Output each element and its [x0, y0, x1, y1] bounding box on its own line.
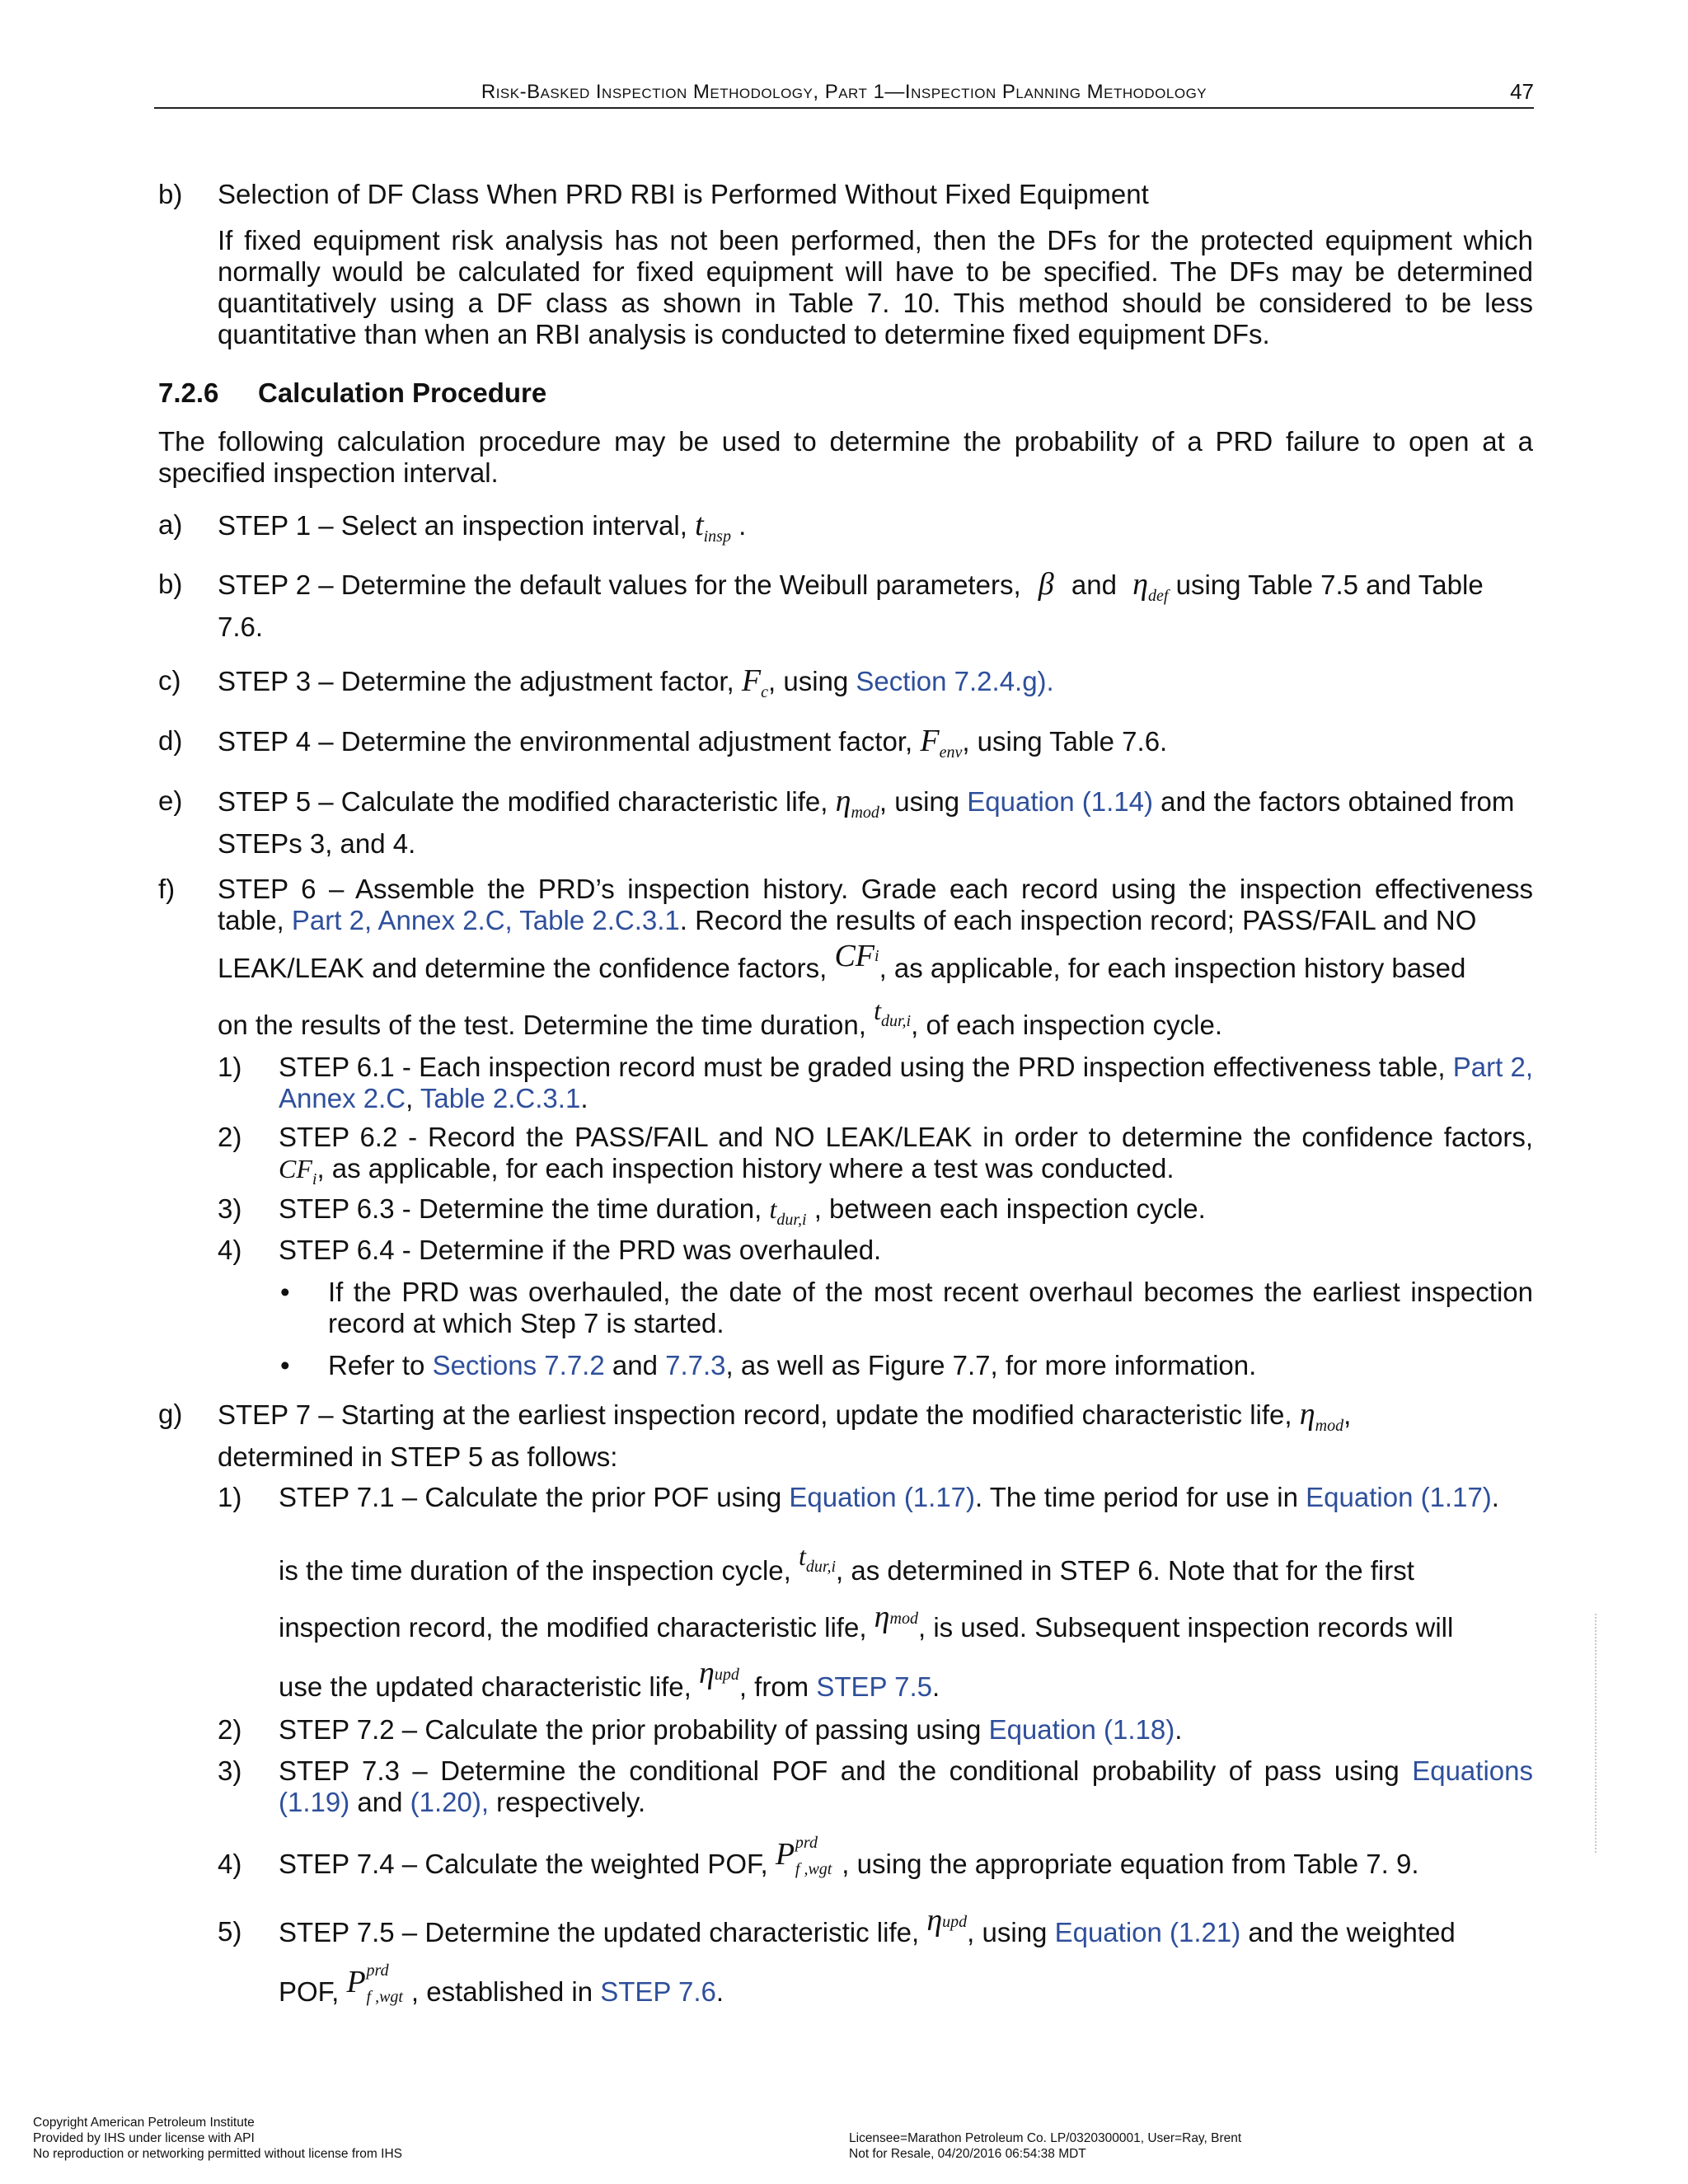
step-f-line3-post: , of each inspection cycle.	[911, 1010, 1222, 1040]
math-p-2: P	[346, 1965, 366, 2000]
math-t-dur-3	[799, 1541, 837, 1576]
step-7-5-post: and the weighted	[1248, 1917, 1456, 1947]
step-7-5-text	[279, 1903, 1533, 1949]
math-f-wgt-2: f ,wgt	[366, 1988, 403, 2007]
step-7-2-pre: STEP 7.2 – Calculate the prior probability of passing using	[279, 1714, 982, 1745]
math-cf-i-2	[279, 1154, 317, 1188]
step-7-1-line2	[279, 1541, 1533, 1597]
math-f-wgt: f ,wgt	[795, 1860, 832, 1879]
table-link-2c31[interactable]: Table 2.C.3.1	[420, 1083, 581, 1113]
section-b-title: Selection of DF Class When PRD RBI is Performed Without Fixed Equipment	[218, 179, 1149, 209]
math-prd: prd	[795, 1834, 818, 1853]
step-7-3-label: 3)	[218, 1755, 242, 1786]
step-7-1-l4-post: .	[931, 1671, 940, 1702]
step-7-1-l3-post: , is used. Subsequent inspection records will	[917, 1612, 1454, 1643]
math-env: env	[939, 743, 963, 762]
running-header	[154, 79, 1534, 109]
step-6-3-label: 3)	[218, 1193, 242, 1224]
math-cf-2: CF	[279, 1154, 312, 1183]
step-7-5-mid: , using	[967, 1917, 1048, 1947]
step-f-line1	[218, 874, 1533, 936]
step-6-3-pre: STEP 6.3 - Determine the time duration,	[279, 1193, 762, 1224]
math-cf-i	[834, 939, 879, 973]
math-upd-2: upd	[942, 1913, 968, 1931]
step-a-text	[218, 509, 1533, 552]
step-g-label: g)	[158, 1399, 183, 1429]
step-6-1-pre: STEP 6.1 - Each inspection record must be graded using the PRD inspection effectiveness table,	[279, 1052, 1446, 1082]
step-c-label: c)	[158, 665, 181, 696]
step-c-text	[218, 665, 1533, 708]
equation-link-1-21[interactable]: Equation (1.21)	[1054, 1917, 1241, 1947]
math-upd: upd	[714, 1666, 739, 1684]
math-dur-i-3: dur,i	[805, 1558, 837, 1576]
step-link-7-5[interactable]: STEP 7.5	[816, 1671, 932, 1702]
step-7-1-line3	[279, 1600, 1533, 1644]
math-f: F	[741, 663, 762, 698]
footer-provider: Provided by IHS under license with API	[33, 2131, 255, 2145]
step-7-2-post: .	[1175, 1714, 1183, 1745]
math-fenv	[920, 724, 963, 762]
step-7-1-l2-post: , as determined in STEP 6. Note that for the first	[836, 1555, 1414, 1586]
math-p-fwgt-prd	[775, 1834, 832, 1879]
step-6-3-post: , between each inspection cycle.	[814, 1193, 1206, 1224]
bullet-2-text	[328, 1350, 1533, 1381]
step-f-line2-text	[218, 939, 1533, 984]
step-7-3-post: respectively.	[496, 1787, 646, 1817]
step-6-4-text: STEP 6.4 - Determine if the PRD was overhauled.	[279, 1235, 882, 1265]
math-c: c	[761, 683, 768, 701]
math-prd-2: prd	[366, 1961, 389, 1980]
step-7-5-l2-post: .	[715, 1976, 724, 2007]
step-7-2-text	[279, 1714, 1533, 1746]
step-g-line1-pre: STEP 7 – Starting at the earliest inspection record, update the modified characteristic life,	[218, 1399, 1292, 1430]
math-t-insp	[695, 508, 731, 546]
step-6-1-post: .	[580, 1083, 588, 1113]
step-6-2-pre: STEP 6.2 - Record the PASS/FAIL and NO LEAK/LEAK in order to determine the confidence factors,	[279, 1122, 1533, 1152]
math-t-f: t	[874, 996, 881, 1025]
step-e-pre: STEP 5 – Calculate the modified characteristic life,	[218, 786, 828, 817]
step-7-1-l4-mid: , from	[738, 1671, 809, 1702]
math-eta-e: η	[835, 784, 851, 818]
step-6-1-text	[279, 1052, 1533, 1114]
step-7-1-l3-pre: inspection record, the modified characteristic life,	[279, 1612, 867, 1643]
section-link-7-2-4-g[interactable]: Section 7.2.4.g).	[856, 666, 1054, 696]
step-7-5-label: 5)	[218, 1916, 242, 1947]
bullet-2-marker: •	[280, 1350, 290, 1380]
step-7-5-l2-pre: POF,	[279, 1976, 340, 2007]
footer-not-for-resale: Not for Resale, 04/20/2016 06:54:38 MDT	[849, 2147, 1086, 2161]
step-7-1-line4	[279, 1656, 1533, 1704]
step-d-label: d)	[158, 725, 183, 756]
math-eta: η	[1132, 567, 1148, 602]
step-b-pre: STEP 2 – Determine the default values for the Weibull parameters,	[218, 569, 1021, 600]
step-6-2-text	[279, 1122, 1533, 1195]
step-7-4-post: , using the appropriate equation from Table 7. 9.	[842, 1849, 1419, 1879]
math-eta-upd-2	[926, 1903, 967, 1938]
equation-link-1-14[interactable]: Equation (1.14)	[967, 786, 1153, 817]
math-t-2: t	[769, 1194, 777, 1224]
step-f-line2-pre: LEAK/LEAK and determine the confidence factors,	[218, 953, 828, 983]
step-a-post: .	[738, 510, 747, 541]
equation-link-1-17-b[interactable]: Equation (1.17)	[1306, 1482, 1492, 1512]
bullet-1-marker: •	[280, 1277, 290, 1307]
step-g-line1-post: ,	[1343, 1399, 1352, 1430]
step-7-1-l4-pre: use the updated characteristic life,	[279, 1671, 692, 1702]
math-i: i	[874, 947, 879, 965]
step-e-label: e)	[158, 785, 183, 816]
math-beta: β	[1038, 567, 1054, 602]
math-t-dur-2	[769, 1194, 807, 1229]
math-t-dur	[874, 996, 912, 1030]
step-7-3-pre: STEP 7.3 – Determine the conditional POF and the conditional probability of pass using	[279, 1755, 1400, 1786]
bullet-2-mid: and	[612, 1350, 658, 1380]
step-6-1-label: 1)	[218, 1052, 242, 1082]
step-7-5-pre: STEP 7.5 – Determine the updated characteristic life,	[279, 1917, 920, 1947]
step-7-1-l1-post: .	[1491, 1482, 1499, 1512]
step-6-4-label: 4)	[218, 1235, 242, 1265]
step-e-post: and the factors obtained from STEPs 3, and 4.	[218, 786, 1515, 859]
math-insp: insp	[703, 527, 731, 546]
header-title: Risk-Basked Inspection Methodology, Part 1—Inspection Planning Methodology	[481, 81, 1207, 103]
step-6-2-label: 2)	[218, 1122, 242, 1152]
step-6-2-post: , as applicable, for each inspection history where a test was conducted.	[316, 1153, 1175, 1183]
step-7-1-l1-pre: STEP 7.1 – Calculate the prior POF using	[279, 1482, 782, 1512]
math-mod: mod	[851, 804, 879, 822]
annex-link-2c[interactable]: Part 2, Annex 2.C	[279, 1052, 1533, 1113]
math-t: t	[695, 508, 704, 542]
step-7-5-l2-mid: , established in	[410, 1976, 593, 2007]
math-eta-mod	[835, 784, 879, 822]
bullet-2-post: , as well as Figure 7.7, for more information.	[725, 1350, 1257, 1380]
equation-link-1-18[interactable]: Equation (1.18)	[988, 1714, 1175, 1745]
step-7-3-mid: and	[357, 1787, 403, 1817]
math-eta-g: η	[1299, 1397, 1315, 1432]
math-eta-3: η	[874, 1600, 890, 1634]
step-d-post: , using Table 7.6.	[962, 726, 1168, 757]
math-def: def	[1148, 587, 1169, 605]
step-a-label: a)	[158, 509, 183, 540]
step-f-line3-pre: on the results of the test. Determine the time duration,	[218, 1010, 866, 1040]
step-g-line1	[218, 1399, 1533, 1441]
section-intro: The following calculation procedure may be used to determine the probability of a PRD failure to open at a specified inspection interval.	[158, 426, 1533, 488]
step-7-4-text	[279, 1834, 1533, 1882]
step-c-mid: , using	[768, 666, 849, 696]
step-b-post: using Table 7.5 and Table 7.6.	[218, 569, 1484, 642]
equation-link-1-19[interactable]: Equations (1.19)	[279, 1755, 1533, 1817]
step-7-2-label: 2)	[218, 1714, 242, 1745]
footer-licensee: Licensee=Marathon Petroleum Co. LP/0320300001, User=Ray, Brent	[849, 2131, 1242, 2145]
step-b-text	[218, 569, 1533, 643]
footer-right	[849, 2130, 1241, 2162]
section-link-7-7-2[interactable]: Sections 7.7.2	[432, 1350, 605, 1380]
step-f-line3-text	[218, 996, 1533, 1052]
step-7-4-pre: STEP 7.4 – Calculate the weighted POF,	[279, 1849, 768, 1879]
bullet-2-pre: Refer to	[328, 1350, 425, 1380]
footer-left	[33, 2115, 402, 2162]
step-link-7-6[interactable]: STEP 7.6	[600, 1976, 716, 2007]
step-f-line2-post: , as applicable, for each inspection history based	[879, 953, 1466, 983]
math-i-2: i	[312, 1170, 317, 1188]
math-mod-g: mod	[1315, 1417, 1344, 1435]
math-dur-i: dur,i	[880, 1012, 912, 1030]
step-7-5-line2	[279, 1961, 1533, 2009]
section-number: 7.2.6	[158, 377, 219, 408]
step-f-line1-pre: STEP 6 – Assemble the PRD’s inspection history. Grade each record using the inspection effectiveness table,	[218, 874, 1533, 935]
margin-dotted-rule	[1595, 1614, 1599, 1853]
step-f-label: f)	[158, 874, 176, 904]
section-b-label: b)	[158, 179, 183, 209]
math-cf: CF	[834, 939, 875, 973]
math-eta-def	[1132, 567, 1169, 605]
step-6-1-sep: ,	[406, 1083, 414, 1113]
step-g-line2: determined in STEP 5 as follows:	[218, 1441, 618, 1472]
section-link-7-7-3[interactable]: 7.7.3	[665, 1350, 726, 1380]
step-7-3-text	[279, 1755, 1533, 1818]
step-7-4-label: 4)	[218, 1849, 242, 1879]
page-number: 47	[1510, 79, 1534, 104]
math-p-fwgt-prd-2	[346, 1961, 403, 2007]
step-e-text	[218, 785, 1533, 860]
step-7-1-l2-pre: is the time duration of the inspection cycle,	[279, 1555, 791, 1586]
annex-link-table-2c31[interactable]: Part 2, Annex 2.C, Table 2.C.3.1	[291, 905, 680, 935]
step-d-text	[218, 725, 1533, 768]
equation-link-1-20[interactable]: (1.20),	[410, 1787, 489, 1817]
math-p: P	[775, 1837, 795, 1872]
step-d-pre: STEP 4 – Determine the environmental adjustment factor,	[218, 726, 913, 757]
footer-copyright: Copyright American Petroleum Institute	[33, 2116, 255, 2130]
math-dur-i-2: dur,i	[776, 1211, 807, 1229]
math-eta-mod-3	[874, 1600, 918, 1634]
math-eta-4: η	[698, 1656, 715, 1690]
step-f-line1-post: . Record the results of each inspection record; PASS/FAIL and NO	[679, 905, 1477, 935]
footer-no-reproduction: No reproduction or networking permitted without license from IHS	[33, 2147, 402, 2161]
math-eta-upd	[699, 1656, 739, 1690]
step-c-pre: STEP 3 – Determine the adjustment factor,	[218, 666, 734, 696]
step-6-3-text	[279, 1193, 1533, 1235]
step-7-1-l1-mid: . The time period for use in	[975, 1482, 1298, 1512]
math-eta-5: η	[926, 1903, 943, 1938]
math-eta-mod-g	[1299, 1397, 1344, 1435]
bullet-1-text: If the PRD was overhauled, the date of the most recent overhaul becomes the earliest inspection record at which Step 7 is started.	[328, 1277, 1533, 1338]
math-t-3: t	[799, 1541, 806, 1571]
step-a-pre: STEP 1 – Select an inspection interval,	[218, 510, 687, 541]
step-b-mid: and	[1071, 569, 1117, 600]
section-title: Calculation Procedure	[258, 377, 547, 408]
step-7-1-line1	[279, 1482, 1533, 1513]
step-e-mid: , using	[879, 786, 960, 817]
step-7-1-label: 1)	[218, 1482, 242, 1512]
section-b-body: If fixed equipment risk analysis has not been performed, then the DFs for the protected equipment which normally would be calculated for fixed equipment will have to be specified. The DFs may be determined quantitatively using a DF class as shown in Table 7. 10. This method should be considered to be less quantitative than when an RBI analysis is conducted to determine fixed equipment DFs.	[218, 225, 1533, 349]
math-f-env: F	[920, 724, 940, 758]
equation-link-1-17[interactable]: Equation (1.17)	[789, 1482, 976, 1512]
step-b-label: b)	[158, 569, 183, 599]
math-mod-3: mod	[889, 1610, 918, 1628]
math-fc	[741, 663, 768, 701]
